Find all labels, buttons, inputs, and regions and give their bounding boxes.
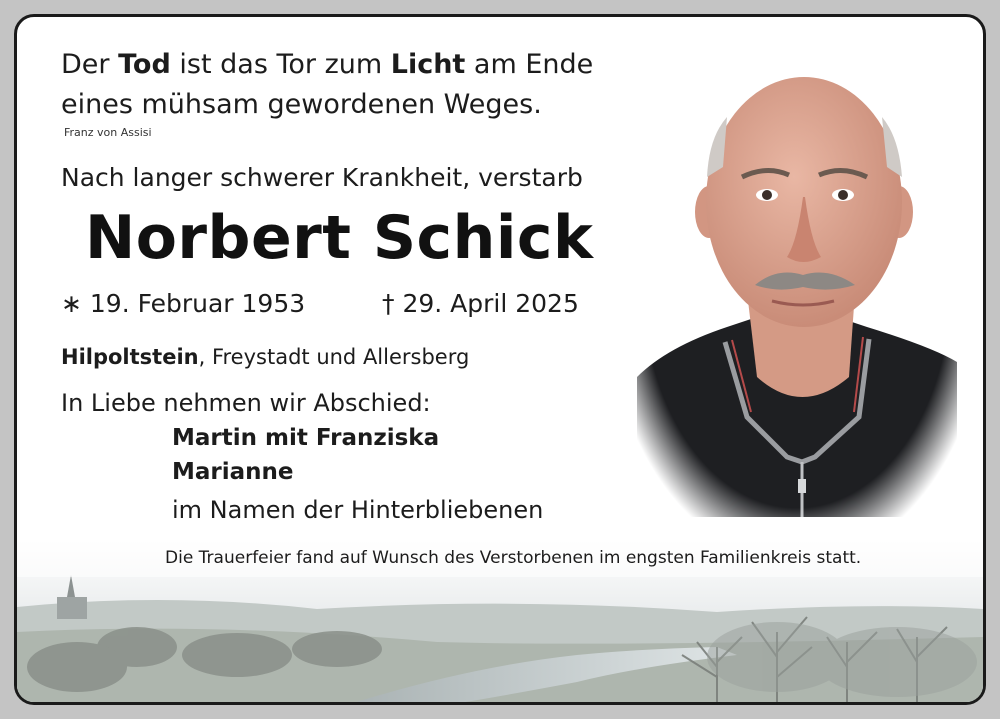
quote <box>61 45 593 125</box>
quote-author: Franz von Assisi <box>64 126 152 139</box>
quote-bold-light: Licht <box>390 49 466 80</box>
mourner-line-3: im Namen der Hinterbliebenen <box>172 496 544 524</box>
death-date: † 29. April 2025 <box>382 289 579 318</box>
intro-text: Nach langer schwerer Krankheit, verstarb <box>61 163 583 192</box>
quote-bold-death: Tod <box>118 49 171 80</box>
mourner-line-1: Martin mit Franziska <box>172 425 440 451</box>
place-bold: Hilpoltstein <box>61 345 199 369</box>
portrait-photo <box>637 57 957 517</box>
farewell-text: In Liebe nehmen wir Abschied: <box>61 389 431 417</box>
deceased-name: Norbert Schick <box>85 203 594 273</box>
quote-text: ist das Tor zum <box>170 49 391 80</box>
places <box>61 345 469 369</box>
place-rest: , Freystadt und Allersberg <box>198 345 470 369</box>
quote-line-2: eines mühsam gewordenen Weges. <box>61 89 542 120</box>
mourner-line-2: Marianne <box>172 459 294 485</box>
quote-text: am Ende <box>465 49 594 80</box>
quote-text: Der <box>61 49 119 80</box>
obituary-card <box>14 14 986 705</box>
funeral-note: Die Trauerfeier fand auf Wunsch des Verstorbenen im engsten Familienkreis statt. <box>165 548 862 568</box>
birth-date: ∗ 19. Februar 1953 <box>61 289 306 318</box>
